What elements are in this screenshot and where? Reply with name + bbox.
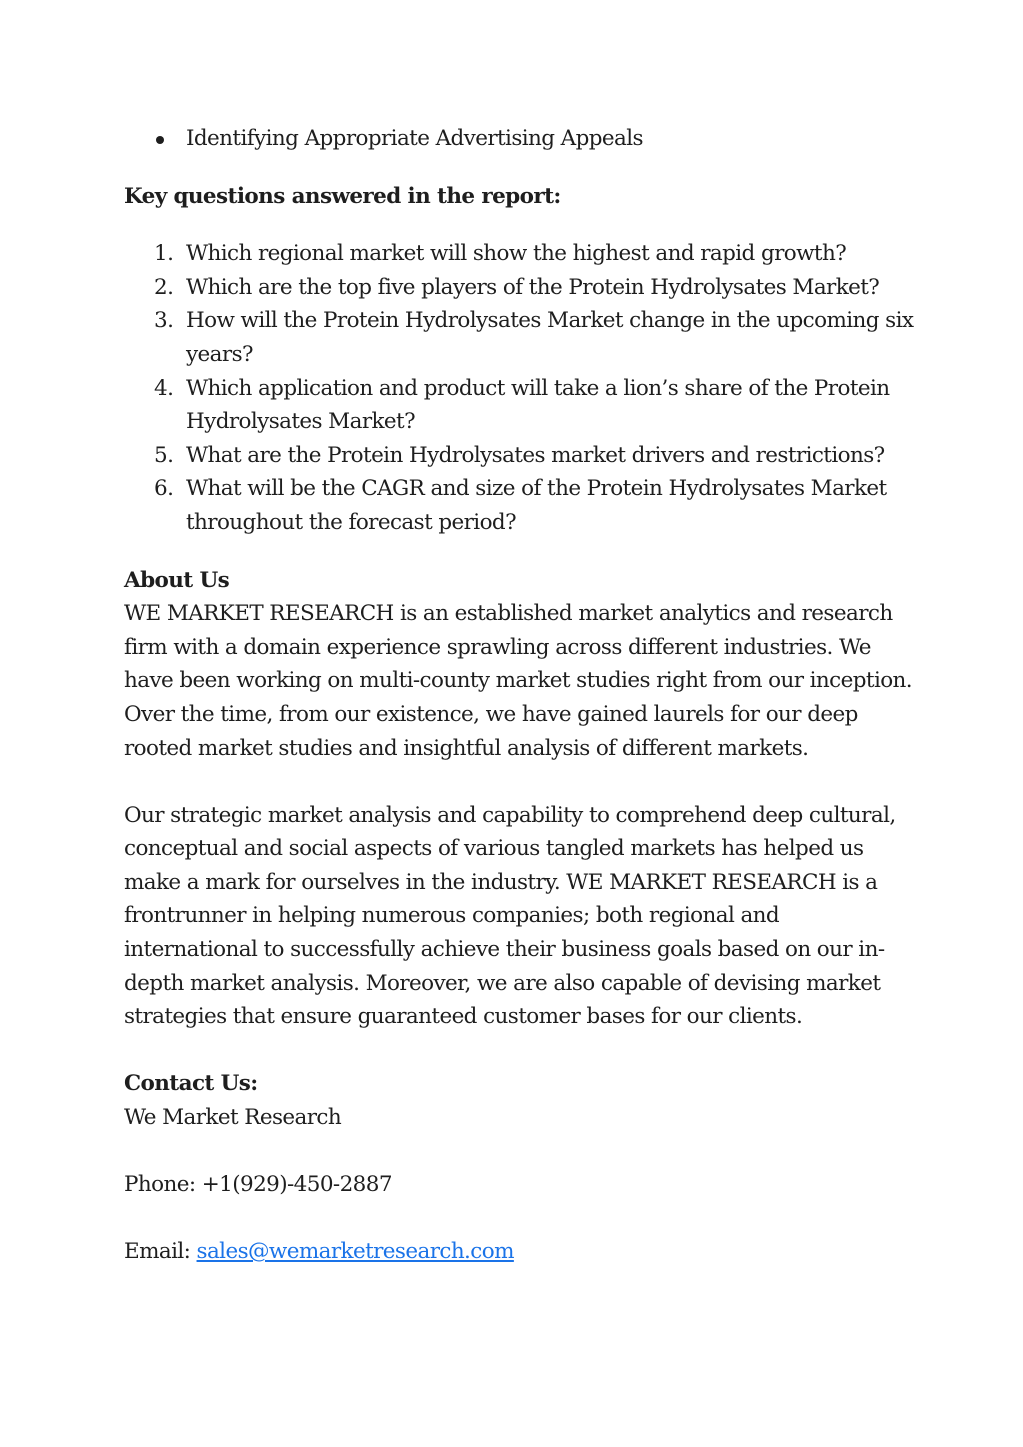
contact-us-heading: Contact Us: bbox=[124, 1071, 258, 1097]
questions-list bbox=[124, 237, 914, 539]
question-item bbox=[124, 237, 914, 271]
question-number: 3. bbox=[154, 308, 174, 334]
question-text: What will be the CAGR and size of the Protein Hydrolysates Market throughout the forecast period? bbox=[186, 476, 887, 535]
question-item bbox=[124, 271, 914, 305]
contact-phone: Phone: +1(929)-450-2887 bbox=[124, 1172, 392, 1198]
question-number: 2. bbox=[154, 274, 174, 300]
key-questions-heading: Key questions answered in the report: bbox=[124, 183, 561, 209]
question-text: How will the Protein Hydrolysates Market change in the upcoming six years? bbox=[186, 308, 914, 367]
bullet-text: Identifying Appropriate Advertising Appeals bbox=[186, 126, 643, 151]
question-number: 6. bbox=[154, 476, 174, 502]
question-item bbox=[124, 439, 914, 473]
email-link[interactable]: sales@wemarketresearch.com bbox=[196, 1239, 514, 1265]
question-item bbox=[124, 304, 914, 371]
bullet-list-item bbox=[124, 122, 914, 156]
bullet-icon bbox=[156, 136, 164, 144]
about-paragraph-1: WE MARKET RESEARCH is an established market analytics and research firm with a domain experience sprawling across different industries. We have been working on multi-county market studies right from our inception. Over the time, from our existence, we have gained laurels for our deep rooted market studies and insightful analysis of different markets. bbox=[124, 601, 913, 761]
contact-company: We Market Research bbox=[124, 1105, 342, 1131]
question-number: 4. bbox=[154, 375, 174, 401]
question-number: 5. bbox=[154, 442, 174, 468]
question-text: Which are the top five players of the Protein Hydrolysates Market? bbox=[186, 274, 880, 300]
about-us-heading: About Us bbox=[124, 567, 230, 593]
about-paragraph-2: Our strategic market analysis and capability to comprehend deep cultural, conceptual and social aspects of various tangled markets has helped us make a mark for ourselves in the industry. WE MARKET RESEARCH is a frontrunner in helping numerous companies; both regional and international to successfully achieve their business goals based on our in-depth market analysis. Moreover, we are also capable of devising market strategies that ensure guaranteed customer bases for our clients. bbox=[124, 802, 896, 1030]
question-item bbox=[124, 472, 914, 539]
question-number: 1. bbox=[154, 241, 174, 267]
contact-email-line bbox=[124, 1235, 914, 1269]
question-text: Which regional market will show the highest and rapid growth? bbox=[186, 241, 847, 267]
question-text: What are the Protein Hydrolysates market drivers and restrictions? bbox=[186, 442, 885, 468]
question-item bbox=[124, 372, 914, 439]
email-label: Email: bbox=[124, 1239, 197, 1265]
document-page bbox=[124, 122, 914, 1269]
question-text: Which application and product will take a lion’s share of the Protein Hydrolysates Market? bbox=[186, 375, 890, 435]
